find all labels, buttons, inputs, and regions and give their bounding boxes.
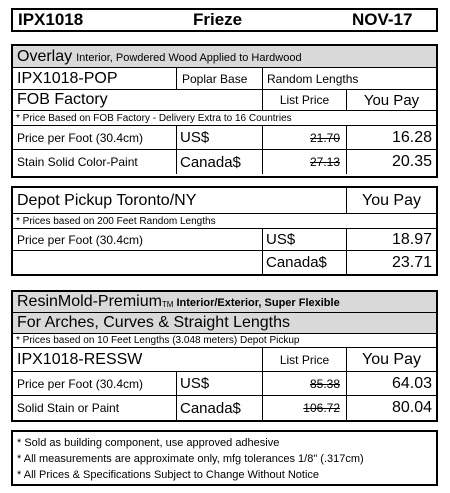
depot-section — [11, 186, 438, 276]
product-name: Frieze — [193, 10, 243, 29]
product-code: IPX1018 — [18, 10, 84, 29]
overlay-cad-pay: 20.35 — [346, 150, 436, 174]
resin-subtitle: Interior/Exterior, Super Flexible — [176, 297, 340, 309]
overlay-subtitle: Interior, Powdered Wood Applied to Hardwood — [76, 51, 302, 64]
overlay-sku: IPX1018-POP — [17, 69, 118, 87]
overlay-stain-label: Stain Solid Color-Paint — [17, 155, 138, 169]
resin-note-row — [13, 334, 436, 348]
overlay-fob-row — [13, 90, 436, 111]
overlay-title: Overlay — [17, 47, 73, 65]
resin-price-label: Price per Foot (30.4cm) — [17, 376, 144, 391]
resin-sku-row — [13, 348, 436, 372]
depot-you-pay-header: You Pay — [346, 188, 436, 213]
overlay-usd-pay: 16.28 — [346, 126, 436, 149]
resin-title-row — [13, 292, 436, 313]
note-line: * All Prices & Specifications Subject to Change Without Notice — [17, 469, 320, 481]
resin-you-pay-header: You Pay — [346, 348, 436, 371]
note-line: * Sold as building component, use approved adhesive — [17, 437, 280, 449]
depot-title-row — [13, 188, 436, 214]
resin-note: * Prices based on 10 Feet Lengths (3.048 meters) Depot Pickup — [16, 335, 300, 346]
overlay-section — [11, 44, 438, 178]
resin-list-price-header: List Price — [262, 348, 346, 371]
resin-cad-currency: Canada$ — [176, 396, 262, 420]
depot-cad-currency: Canada$ — [262, 251, 346, 274]
overlay-usd-currency: US$ — [176, 126, 262, 149]
overlay-usd-row — [13, 126, 436, 150]
overlay-you-pay-header: You Pay — [346, 90, 436, 110]
depot-note: * Prices based on 200 Feet Random Lengths — [16, 215, 216, 227]
overlay-cad-list: 27.13 — [262, 150, 346, 174]
overlay-cad-row — [13, 150, 436, 174]
resin-cad-list: 106.72 — [262, 396, 346, 420]
resin-arches-row — [13, 313, 436, 334]
resin-tm: TM — [161, 300, 174, 309]
resin-arches: For Arches, Curves & Straight Lengths — [17, 314, 291, 331]
price-date: NOV-17 — [352, 10, 413, 29]
overlay-note: * Price Based on FOB Factory - Delivery Extra to 16 Countries — [16, 112, 292, 124]
resin-sku: IPX1018-RESSW — [17, 350, 143, 368]
depot-title: Depot Pickup Toronto/NY — [17, 191, 197, 209]
overlay-base: Poplar Base — [176, 68, 262, 89]
resin-cad-pay: 80.04 — [346, 396, 436, 420]
header-bar — [11, 8, 438, 32]
overlay-fob: FOB Factory — [17, 91, 108, 108]
overlay-cad-currency: Canada$ — [176, 150, 262, 174]
resin-usd-row — [13, 372, 436, 396]
overlay-title-row — [13, 46, 436, 68]
overlay-usd-list: 21.70 — [262, 126, 346, 149]
resin-cad-row — [13, 396, 436, 420]
depot-cad-pay: 23.71 — [346, 251, 436, 274]
overlay-lengths: Random Lengths — [262, 68, 436, 89]
resin-usd-pay: 64.03 — [346, 372, 436, 395]
overlay-note-row — [13, 111, 436, 126]
resin-title: ResinMold-Premium — [17, 293, 162, 310]
resin-usd-list: 85.38 — [262, 372, 346, 395]
depot-usd-row — [13, 229, 436, 251]
depot-note-row — [13, 214, 436, 229]
depot-cad-row — [13, 251, 436, 274]
overlay-price-label: Price per Foot (30.4cm) — [17, 130, 144, 145]
notes-section — [11, 430, 438, 486]
depot-price-label: Price per Foot (30.4cm) — [17, 232, 144, 247]
overlay-list-price-header: List Price — [262, 90, 346, 110]
resin-usd-currency: US$ — [176, 372, 262, 395]
depot-usd-pay: 18.97 — [346, 229, 436, 250]
note-line: * All measurements are approximate only, mfg tolerances 1/8" (.317cm) — [17, 453, 364, 465]
overlay-sku-row — [13, 68, 436, 90]
depot-usd-currency: US$ — [262, 229, 346, 250]
resin-stain-label: Solid Stain or Paint — [17, 401, 120, 415]
resin-section — [11, 290, 438, 422]
